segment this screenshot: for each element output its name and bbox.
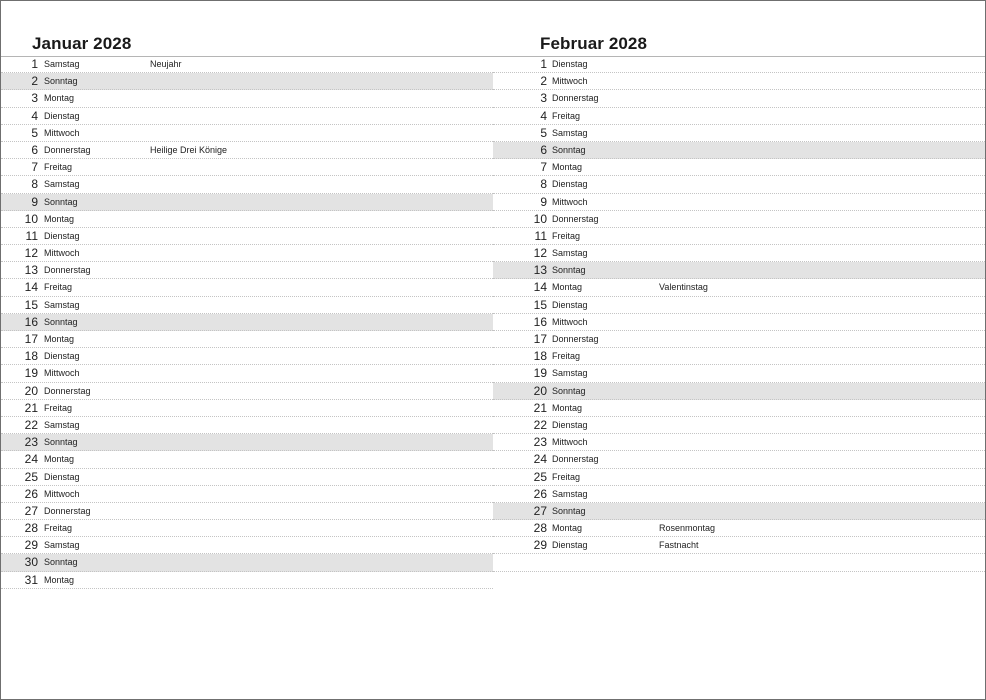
- weekday-label: Freitag: [552, 351, 581, 362]
- day-number: 21: [533, 400, 547, 415]
- day-number: 8: [540, 177, 547, 192]
- day-row: [1, 108, 493, 125]
- weekday-label: Samstag: [44, 299, 80, 310]
- weekday-label: Sonntag: [552, 505, 586, 516]
- day-row: [493, 451, 985, 468]
- day-number: 29: [24, 538, 38, 553]
- day-row: [493, 520, 985, 537]
- day-list: [1, 56, 493, 589]
- weekday-label: Dienstag: [552, 540, 588, 551]
- weekday-label: Donnerstag: [44, 385, 91, 396]
- day-number: 19: [533, 366, 547, 381]
- day-row: [493, 142, 985, 159]
- day-number: 28: [533, 521, 547, 536]
- weekday-label: Donnerstag: [552, 93, 599, 104]
- day-row: [493, 108, 985, 125]
- day-row: [1, 365, 493, 382]
- day-number: 21: [24, 400, 38, 415]
- day-number: 6: [31, 142, 38, 157]
- day-number: 15: [533, 297, 547, 312]
- weekday-label: Samstag: [44, 179, 80, 190]
- weekday-label: Samstag: [552, 248, 588, 259]
- day-row: [493, 383, 985, 400]
- weekday-label: Sonntag: [552, 265, 586, 276]
- day-row: [493, 400, 985, 417]
- day-row: [493, 537, 985, 554]
- day-row: [1, 554, 493, 571]
- day-number: 13: [24, 263, 38, 278]
- day-row: [1, 572, 493, 589]
- day-number: 4: [31, 108, 38, 123]
- weekday-label: Dienstag: [44, 230, 80, 241]
- day-number: 13: [533, 263, 547, 278]
- day-number: 4: [540, 108, 547, 123]
- weekday-label: Montag: [44, 93, 75, 104]
- day-row: [1, 451, 493, 468]
- day-row: [1, 297, 493, 314]
- day-number: 10: [24, 211, 38, 226]
- weekday-label: Donnerstag: [552, 213, 599, 224]
- day-row: [493, 262, 985, 279]
- month-title: Januar 2028: [32, 34, 132, 53]
- weekday-label: Dienstag: [44, 471, 80, 482]
- day-number: 2: [31, 74, 38, 89]
- weekday-label: Montag: [44, 213, 75, 224]
- day-row: [1, 434, 493, 451]
- weekday-label: Dienstag: [552, 59, 588, 69]
- day-row: [493, 125, 985, 142]
- weekday-label: Montag: [552, 523, 583, 534]
- weekday-label: Mittwoch: [44, 248, 80, 259]
- day-row: [493, 176, 985, 193]
- day-row: [1, 383, 493, 400]
- day-row: [493, 73, 985, 90]
- weekday-label: Mittwoch: [44, 488, 80, 499]
- day-number: 26: [24, 486, 38, 501]
- weekday-label: Sonntag: [44, 316, 78, 327]
- day-row: [1, 503, 493, 520]
- weekday-label: Samstag: [552, 368, 588, 379]
- day-row: [1, 245, 493, 262]
- day-row: [493, 297, 985, 314]
- day-number: 12: [533, 246, 547, 261]
- weekday-label: Samstag: [552, 127, 588, 138]
- weekday-label: Donnerstag: [552, 334, 599, 344]
- day-number: 5: [540, 125, 547, 140]
- day-number: 7: [31, 160, 38, 175]
- day-row: [1, 331, 493, 348]
- day-number: 3: [540, 91, 547, 106]
- weekday-label: Sonntag: [44, 437, 78, 448]
- day-number: 16: [533, 314, 547, 329]
- day-row: [1, 142, 493, 159]
- day-number: 6: [540, 142, 547, 157]
- weekday-label: Montag: [44, 454, 75, 465]
- weekday-label: Montag: [44, 574, 75, 585]
- weekday-label: Mittwoch: [552, 437, 588, 448]
- day-number: 17: [533, 332, 547, 346]
- day-row: [1, 279, 493, 296]
- day-number: 18: [24, 349, 38, 364]
- weekday-label: Freitag: [552, 230, 581, 241]
- day-number: 31: [24, 572, 38, 587]
- day-row: [493, 503, 985, 520]
- day-number: 23: [24, 435, 38, 450]
- day-row: [1, 211, 493, 228]
- weekday-label: Freitag: [552, 110, 581, 121]
- day-number: 12: [24, 246, 38, 261]
- weekday-label: Samstag: [552, 488, 588, 499]
- day-number: 7: [540, 160, 547, 175]
- day-row: [493, 194, 985, 211]
- weekday-label: Sonntag: [44, 76, 78, 87]
- day-number: 2: [540, 74, 547, 89]
- day-number: 10: [533, 211, 547, 226]
- day-number: 14: [24, 280, 38, 295]
- day-row: [1, 228, 493, 245]
- day-row: [493, 279, 985, 296]
- day-row: [1, 314, 493, 331]
- weekday-label: Mittwoch: [44, 368, 80, 379]
- day-number: 9: [540, 194, 547, 209]
- day-row: [1, 125, 493, 142]
- weekday-label: Dienstag: [552, 299, 588, 310]
- day-number: 11: [25, 228, 38, 243]
- day-row: [493, 245, 985, 262]
- weekday-label: Sonntag: [552, 385, 586, 396]
- day-number: 23: [533, 435, 547, 450]
- day-number: 17: [24, 332, 38, 346]
- day-row: [493, 331, 985, 348]
- weekday-label: Sonntag: [552, 144, 586, 155]
- day-row: [493, 554, 985, 571]
- day-number: 19: [24, 366, 38, 381]
- day-number: 24: [24, 452, 38, 467]
- weekday-label: Freitag: [552, 471, 581, 482]
- day-number: 16: [24, 314, 38, 329]
- weekday-label: Sonntag: [44, 557, 78, 568]
- weekday-label: Mittwoch: [552, 316, 588, 327]
- day-row: [493, 469, 985, 486]
- weekday-label: Dienstag: [552, 179, 588, 190]
- holiday-label: Valentinstag: [659, 282, 708, 293]
- day-row: [493, 417, 985, 434]
- holiday-label: Rosenmontag: [659, 523, 716, 534]
- weekday-label: Freitag: [44, 162, 73, 173]
- day-number: 30: [24, 555, 38, 570]
- day-row: [1, 194, 493, 211]
- day-number: 14: [533, 280, 547, 295]
- day-row: [1, 159, 493, 176]
- day-row: [1, 537, 493, 554]
- day-number: 20: [24, 383, 38, 398]
- day-number: 22: [24, 417, 38, 432]
- day-number: 18: [533, 349, 547, 364]
- day-row: [493, 56, 985, 73]
- day-number: 27: [24, 503, 38, 518]
- day-list: [493, 56, 985, 572]
- day-number: 9: [31, 194, 38, 209]
- weekday-label: Dienstag: [552, 419, 588, 430]
- weekday-label: Sonntag: [44, 196, 78, 207]
- weekday-label: Freitag: [44, 402, 73, 413]
- weekday-label: Dienstag: [44, 351, 80, 362]
- day-row: [1, 469, 493, 486]
- day-number: 28: [24, 521, 38, 536]
- day-row: [1, 348, 493, 365]
- day-row: [1, 400, 493, 417]
- day-number: 20: [533, 383, 547, 398]
- day-row: [1, 56, 493, 73]
- day-number: 15: [24, 297, 38, 312]
- weekday-label: Mittwoch: [552, 196, 588, 207]
- day-row: [493, 348, 985, 365]
- day-row: [1, 73, 493, 90]
- weekday-label: Mittwoch: [552, 76, 588, 87]
- weekday-label: Freitag: [44, 282, 73, 293]
- day-number: 11: [534, 228, 547, 243]
- day-number: 5: [31, 125, 38, 140]
- weekday-label: Montag: [44, 334, 75, 344]
- day-number: 1: [31, 57, 38, 71]
- day-row: [1, 262, 493, 279]
- weekday-label: Montag: [552, 282, 583, 293]
- day-row: [493, 486, 985, 503]
- weekday-label: Donnerstag: [552, 454, 599, 465]
- day-number: 25: [533, 469, 547, 484]
- day-row: [1, 176, 493, 193]
- day-row: [1, 520, 493, 537]
- weekday-label: Donnerstag: [44, 144, 91, 155]
- weekday-label: Montag: [552, 402, 583, 413]
- day-row: [493, 434, 985, 451]
- weekday-label: Samstag: [44, 419, 80, 430]
- weekday-label: Donnerstag: [44, 265, 91, 276]
- day-number: 8: [31, 177, 38, 192]
- weekday-label: Freitag: [44, 523, 73, 534]
- month-title: Februar 2028: [540, 34, 648, 53]
- holiday-label: Fastnacht: [659, 540, 699, 551]
- weekday-label: Samstag: [44, 540, 80, 551]
- weekday-label: Mittwoch: [44, 127, 80, 138]
- day-number: 24: [533, 452, 547, 467]
- day-number: 29: [533, 538, 547, 553]
- day-number: 22: [533, 417, 547, 432]
- weekday-label: Donnerstag: [44, 505, 91, 516]
- weekday-label: Dienstag: [44, 110, 80, 121]
- day-row: [1, 486, 493, 503]
- day-number: 27: [533, 503, 547, 518]
- day-row: [493, 365, 985, 382]
- day-row: [493, 90, 985, 107]
- holiday-label: Neujahr: [150, 59, 182, 69]
- day-number: 3: [31, 91, 38, 106]
- day-row: [493, 314, 985, 331]
- day-number: 25: [24, 469, 38, 484]
- day-row: [493, 211, 985, 228]
- holiday-label: Heilige Drei Könige: [150, 144, 228, 155]
- weekday-label: Samstag: [44, 59, 80, 69]
- day-number: 26: [533, 486, 547, 501]
- weekday-label: Montag: [552, 162, 583, 173]
- day-row: [1, 90, 493, 107]
- day-number: 1: [540, 57, 547, 71]
- day-row: [493, 159, 985, 176]
- day-row: [493, 228, 985, 245]
- day-row: [1, 417, 493, 434]
